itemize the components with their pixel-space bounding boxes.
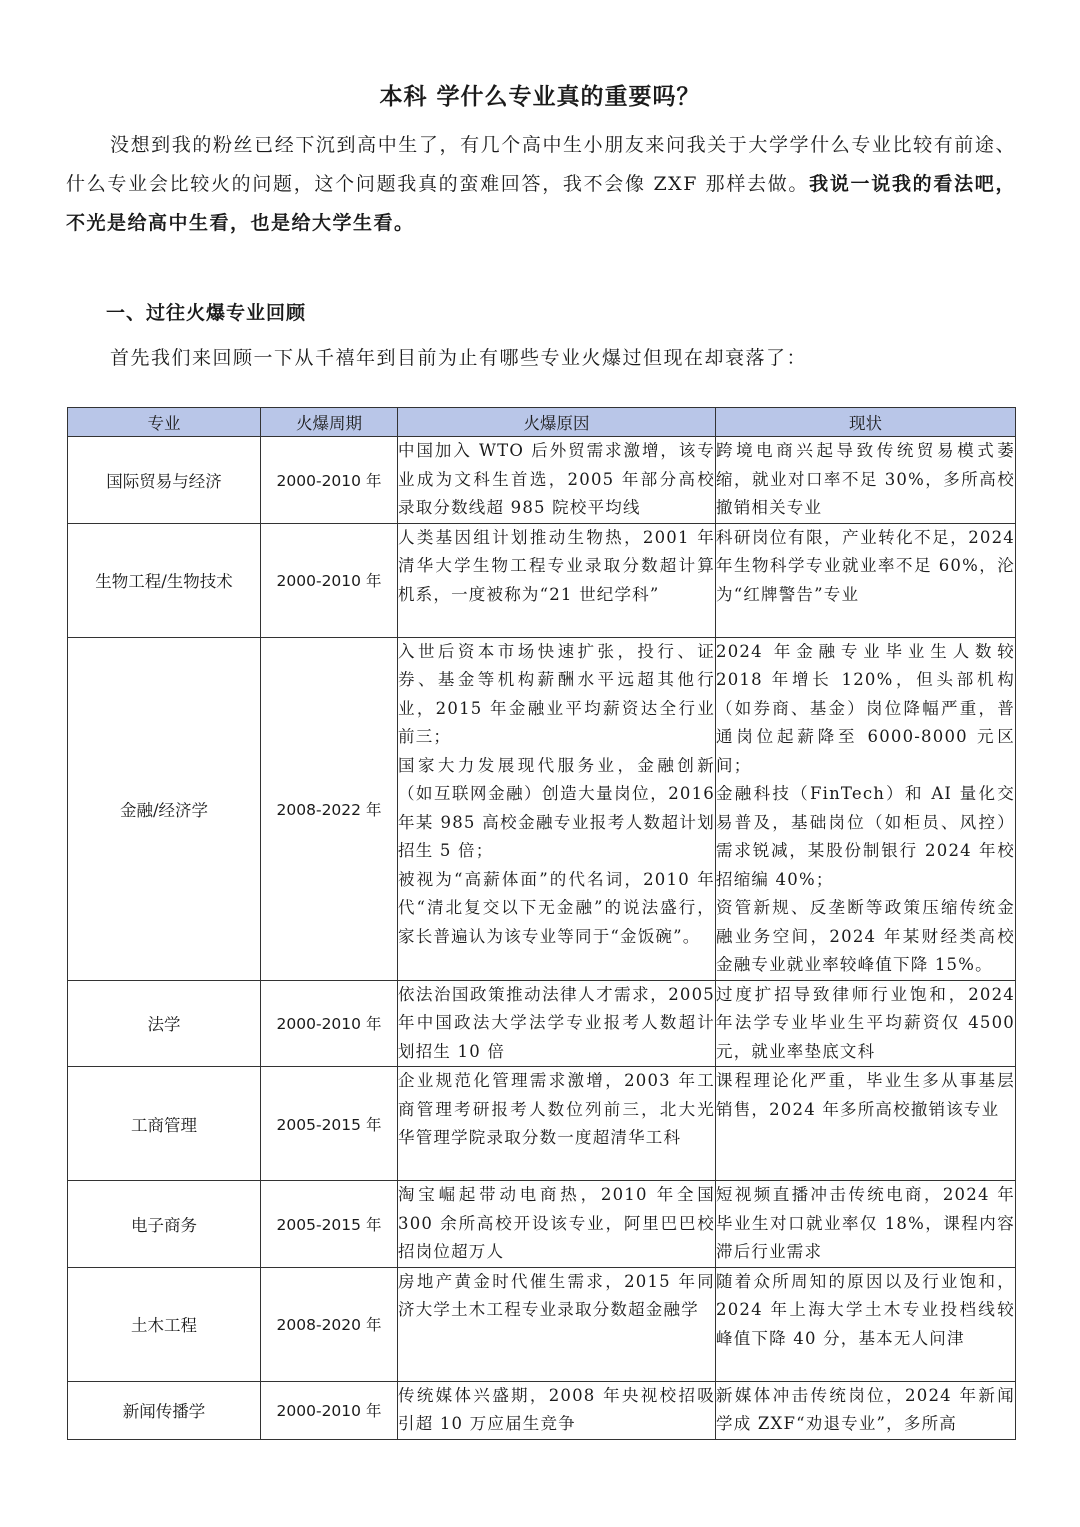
cell-period: 2000-2010 年	[261, 523, 398, 637]
reason-text: 国家大力发展现代服务业，金融创新（如互联网金融）创造大量岗位，2016 年某 985 高校金融专业报考人数超计划招生 5 倍；	[398, 755, 715, 860]
cell-status	[716, 1067, 1016, 1181]
cell-status	[716, 1267, 1016, 1381]
cell-major: 电子商务	[68, 1181, 261, 1268]
cell-major: 生物工程/生物技术	[68, 523, 261, 637]
cell-status	[716, 1381, 1016, 1439]
table-header-row	[68, 408, 1016, 437]
table-row	[68, 1381, 1016, 1439]
table-row	[68, 980, 1016, 1067]
cell-reason	[398, 1267, 716, 1381]
cell-period: 2005-2015 年	[261, 1067, 398, 1181]
reason-text: 淘宝崛起带动电商热，2010 年全国 300 余所高校开设该专业，阿里巴巴校招岗位超万人	[398, 1185, 715, 1261]
reason-text: 入世后资本市场快速扩张，投行、证券、基金等机构薪酬水平远超其他行业，2015 年金融业平均薪资达全行业前三；	[398, 641, 715, 746]
cell-reason	[398, 523, 716, 637]
reason-text: 被视为“高薪体面”的代名词，2010 年代“清北复交以下无金融”的说法盛行，家长普遍认为该专业等同于“金饭碗”。	[398, 869, 715, 946]
cell-reason	[398, 1067, 716, 1181]
header-period: 火爆周期	[261, 408, 398, 437]
header-status: 现状	[716, 408, 1016, 437]
cell-status	[716, 980, 1016, 1067]
cell-period: 2005-2015 年	[261, 1181, 398, 1268]
cell-reason	[398, 1381, 716, 1439]
majors-table	[67, 407, 1016, 1440]
cell-major: 金融/经济学	[68, 637, 261, 980]
reason-text: 企业规范化管理需求激增，2003 年工商管理考研报考人数位列前三，北大光华管理学院录取分数一度超清华工科	[398, 1071, 715, 1147]
cell-reason	[398, 980, 716, 1067]
reason-text: 房地产黄金时代催生需求，2015 年同济大学土木工程专业录取分数超金融学	[398, 1271, 715, 1319]
status-text: 资管新规、反垄断等政策压缩传统金融业务空间，2024 年某财经类高校金融专业就业率较峰值下降 15%。	[716, 898, 1015, 974]
cell-reason	[398, 437, 716, 524]
reason-text: 传统媒体兴盛期，2008 年央视校招吸引超 10 万应届生竞争	[398, 1385, 715, 1433]
cell-status	[716, 1181, 1016, 1268]
status-text: 过度扩招导致律师行业饱和，2024 年法学专业毕业生平均薪资仅 4500 元，就业率垫底文科	[716, 984, 1015, 1061]
reason-text: 依法治国政策推动法律人才需求，2005 年中国政法大学法学专业报考人数超计划招生 10 倍	[398, 984, 715, 1061]
header-major: 专业	[68, 408, 261, 437]
cell-status	[716, 437, 1016, 524]
status-text: 金融科技（FinTech）和 AI 量化交易普及，基础岗位（如柜员、风控）需求锐减，某股份制银行 2024 年校招缩编 40%；	[716, 784, 1015, 889]
status-text: 科研岗位有限，产业转化不足，2024 年生物科学专业就业率不足 60%，沦为“红牌警告”专业	[716, 527, 1015, 604]
table-row	[68, 437, 1016, 524]
table-row	[68, 1181, 1016, 1268]
cell-major: 法学	[68, 980, 261, 1067]
section-heading: 一、过往火爆专业回顾	[106, 302, 307, 324]
cell-period: 2000-2010 年	[261, 980, 398, 1067]
table-row	[68, 1267, 1016, 1381]
cell-status	[716, 637, 1016, 980]
cell-major: 新闻传播学	[68, 1381, 261, 1439]
intro-text: 没想到我的粉丝已经下沉到高中生了，有几个高中生小朋友来问我关于大学学什么专业比较有前途、什么专业会比较火的问题，这个问题我真的蛮难回答，我不会像 ZXF 那样去做。	[66, 134, 1016, 195]
page-title: 本科 学什么专业真的重要吗？	[379, 84, 701, 110]
intro-bold-text: 我说一说我的看法吧，不光是给高中生看，也是给大学生看。	[66, 173, 1016, 234]
status-text: 2024 年金融专业毕业生人数较 2018 年增长 120%，但头部机构（如券商、基金）岗位降幅严重，普通岗位起薪降至 6000-8000 元区间；	[716, 641, 1015, 775]
table-row	[68, 1067, 1016, 1181]
status-text: 跨境电商兴起导致传统贸易模式萎缩，就业对口率不足 30%，多所高校撤销相关专业	[716, 441, 1015, 517]
cell-status	[716, 523, 1016, 637]
cell-reason	[398, 1181, 716, 1268]
reason-text: 中国加入 WTO 后外贸需求激增，该专业成为文科生首选，2005 年部分高校录取分数线超 985 院校平均线	[398, 441, 715, 517]
table-row	[68, 523, 1016, 637]
cell-major: 国际贸易与经济	[68, 437, 261, 524]
cell-major: 工商管理	[68, 1067, 261, 1181]
header-reason: 火爆原因	[398, 408, 716, 437]
reason-text: 人类基因组计划推动生物热，2001 年清华大学生物工程专业录取分数超计算机系，一度被称为“21 世纪学科”	[398, 527, 715, 604]
table-row	[68, 637, 1016, 980]
intro-paragraph	[66, 126, 1016, 243]
status-text: 随着众所周知的原因以及行业饱和，2024 年上海大学土木专业投档线较峰值下降 40 分，基本无人问津	[716, 1271, 1015, 1348]
cell-major: 土木工程	[68, 1267, 261, 1381]
status-text: 课程理论化严重，毕业生多从事基层销售，2024 年多所高校撤销该专业	[716, 1071, 1015, 1119]
cell-period: 2000-2010 年	[261, 1381, 398, 1439]
cell-period: 2008-2022 年	[261, 637, 398, 980]
section-lead: 首先我们来回顾一下从千禧年到目前为止有哪些专业火爆过但现在却衰落了：	[110, 347, 808, 369]
status-text: 短视频直播冲击传统电商，2024 年毕业生对口就业率仅 18%，课程内容滞后行业需求	[716, 1185, 1015, 1261]
cell-period: 2000-2010 年	[261, 437, 398, 524]
status-text: 新媒体冲击传统岗位，2024 年新闻学成 ZXF“劝退专业”，多所高	[716, 1385, 1015, 1433]
cell-reason	[398, 637, 716, 980]
cell-period: 2008-2020 年	[261, 1267, 398, 1381]
